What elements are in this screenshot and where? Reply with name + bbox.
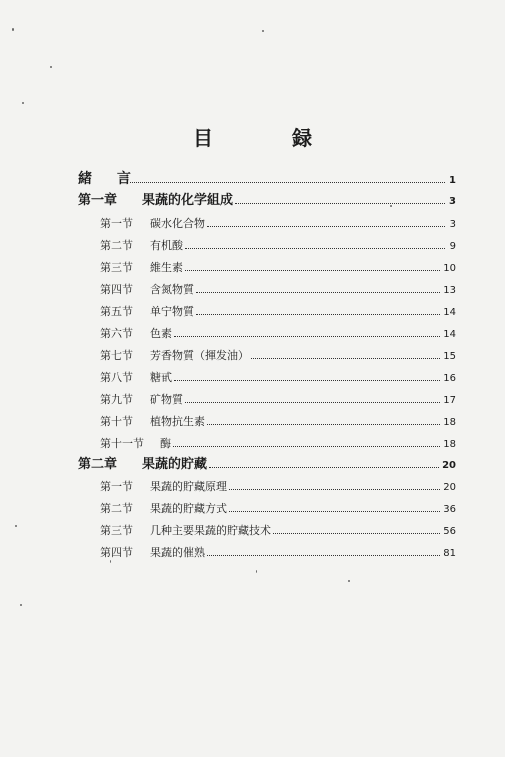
entry-label: 第四节 xyxy=(100,283,133,296)
dot-leader xyxy=(130,181,445,183)
scan-speck xyxy=(262,30,264,32)
entry-title: 含氮物質 xyxy=(150,283,194,296)
entry-label: 第六节 xyxy=(100,327,133,340)
scan-speck xyxy=(110,560,111,563)
page-number: 36 xyxy=(443,504,456,515)
dot-leader xyxy=(229,510,440,512)
entry-label: 第一章 xyxy=(78,193,118,208)
dot-leader xyxy=(209,466,439,468)
dot-leader xyxy=(185,401,440,403)
entry-title: 单宁物質 xyxy=(150,305,194,318)
toc-entry-introduction xyxy=(78,171,456,189)
entry-label: 第三节 xyxy=(100,261,133,274)
entry-title: 有机酸 xyxy=(150,239,183,252)
toc-entry-section xyxy=(100,326,456,343)
dot-leader xyxy=(229,488,440,490)
entry-label: 第四节 xyxy=(100,546,133,559)
entry-title: 果蔬的貯藏原理 xyxy=(150,480,227,493)
page-number: 14 xyxy=(443,307,456,318)
page-number: 10 xyxy=(443,263,456,274)
toc-entry-section xyxy=(100,282,456,299)
entry-title: 果蔬的貯藏 xyxy=(142,457,208,472)
entry-label: 第二节 xyxy=(100,502,133,515)
scan-speck xyxy=(348,580,350,582)
page-number: 20 xyxy=(442,460,456,471)
entry-title: 維生素 xyxy=(150,261,183,274)
page-number: 14 xyxy=(443,329,456,340)
dot-leader xyxy=(196,291,440,293)
page-number: 81 xyxy=(443,548,456,559)
dot-leader xyxy=(196,313,440,315)
toc-entry-section xyxy=(100,436,456,453)
page-number: 16 xyxy=(443,373,456,384)
entry-label: 第九节 xyxy=(100,393,133,406)
toc-entry-section xyxy=(100,392,456,409)
toc-entry-section xyxy=(100,348,456,365)
entry-label: 第二节 xyxy=(100,239,133,252)
toc-entry-section xyxy=(100,370,456,387)
scan-speck xyxy=(22,102,24,104)
toc-entry-chapter-1 xyxy=(78,193,456,210)
entry-title: 植物抗生素 xyxy=(150,415,205,428)
scan-speck xyxy=(12,28,14,31)
page-number: 3 xyxy=(449,219,456,230)
page-number: 18 xyxy=(443,439,456,450)
dot-leader xyxy=(174,335,440,337)
toc-entry-section xyxy=(100,501,456,518)
entry-label: 緒 言 xyxy=(78,171,141,187)
page-number: 56 xyxy=(443,526,456,537)
entry-label: 第三节 xyxy=(100,524,133,537)
entry-title: 碳水化合物 xyxy=(150,217,205,230)
toc-entry-section xyxy=(100,523,456,540)
entry-title: 果蔬的催熟 xyxy=(150,546,205,559)
toc-entry-section xyxy=(100,414,456,431)
toc-entry-section xyxy=(100,238,456,255)
entry-title: 色素 xyxy=(150,327,172,340)
dot-leader xyxy=(273,532,440,534)
dot-leader xyxy=(207,423,440,425)
page-number: 18 xyxy=(443,417,456,428)
dot-leader xyxy=(235,202,445,204)
entry-title: 果蔬的化学組成 xyxy=(142,193,234,208)
entry-title: 芳香物質（揮发油） xyxy=(150,349,249,362)
dot-leader xyxy=(251,357,440,359)
scan-speck xyxy=(20,604,22,606)
entry-label: 第七节 xyxy=(100,349,133,362)
page-number: 1 xyxy=(449,175,456,186)
page-number: 15 xyxy=(443,351,456,362)
dot-leader xyxy=(207,225,445,227)
scan-speck xyxy=(390,205,392,207)
page-number: 20 xyxy=(443,482,456,493)
entry-label: 第一节 xyxy=(100,480,133,493)
dot-leader xyxy=(173,445,440,447)
dot-leader xyxy=(207,554,440,556)
entry-title: 几种主要果蔬的貯藏技术 xyxy=(150,524,271,537)
scan-speck xyxy=(15,525,17,527)
toc-entry-section xyxy=(100,304,456,321)
entry-label: 第十节 xyxy=(100,415,133,428)
toc-entry-chapter-2 xyxy=(78,457,456,474)
page-number: 13 xyxy=(443,285,456,296)
toc-entry-section xyxy=(100,216,456,233)
dot-leader xyxy=(185,247,445,249)
dot-leader xyxy=(174,379,440,381)
entry-label: 第十一节 xyxy=(100,437,144,450)
entry-label: 第二章 xyxy=(78,457,118,472)
entry-title: 酶 xyxy=(160,437,171,450)
scan-speck xyxy=(256,570,257,573)
entry-label: 第五节 xyxy=(100,305,133,318)
entry-title: 矿物質 xyxy=(150,393,183,406)
entry-label: 第一节 xyxy=(100,217,133,230)
page-number: 9 xyxy=(449,241,456,252)
page-number: 3 xyxy=(449,196,456,207)
toc-entry-section xyxy=(100,545,456,562)
page-number: 17 xyxy=(443,395,456,406)
scan-speck xyxy=(50,66,52,68)
page-title: 目 録 xyxy=(193,126,348,150)
toc-entry-section xyxy=(100,260,456,277)
entry-title: 糖甙 xyxy=(150,371,172,384)
entry-label: 第八节 xyxy=(100,371,133,384)
toc-entry-section xyxy=(100,479,456,496)
dot-leader xyxy=(185,269,440,271)
entry-title: 果蔬的貯藏方式 xyxy=(150,502,227,515)
